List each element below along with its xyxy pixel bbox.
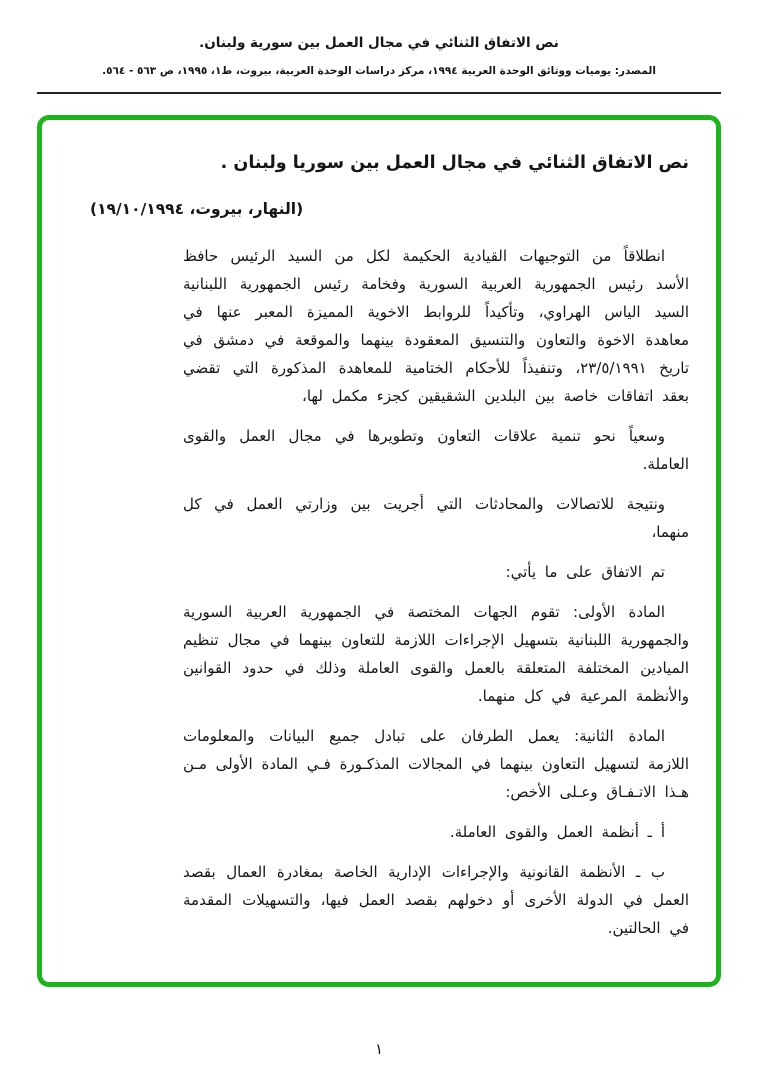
document-frame [37, 115, 721, 987]
paragraph-item-b: ب ـ الأنظمة القانونية والإجراءات الإدارية الخاصة بمغادرة العمال بقصد العمل في الدولة الأخرى أو دخولهم بقصد العمل فيها، والتسهيلات المقدمة في الحالتين. [183, 862, 689, 937]
paragraph-talks: ونتيجة للاتصالات والمحادثات التي أجريت بين وزارتي العمل في كل منهما، [183, 494, 689, 541]
paragraph-agreement-lead: تم الاتفاق على ما يأتي: [505, 562, 665, 581]
document-body [183, 242, 689, 942]
header-title: نص الاتفاق الثنائي في مجال العمل بين سورية ولبنان. [199, 35, 559, 51]
page-header [37, 34, 721, 79]
paragraph-article-1: المادة الأولى: تقوم الجهات المختصة في الجمهورية العربية السورية والجمهورية اللبنانية بتسهيل الإجراءات اللازمة للتعاون بينهما في مجال تنظيم الميادين المختلفة المتعلقة بالعمل والقوى العاملة وذلك في حدود القوانين والأنظمة المرعية في كل منهما. [183, 602, 689, 705]
paragraph-article-2: المادة الثانية: يعمل الطرفان على تبادل جميع البيانات والمعلومات اللازمة لتسهيل التعاون بينهما في المجالات المذكـورة فـي المادة الأولى مـن هـذا الاتـفـاق وعـلى الأخص: [183, 726, 689, 801]
header-source-line: المصدر: يوميات ووثائق الوحدة العربية ١٩٩٤، مركز دراسات الوحدة العربية، بيروت، ط١، ١٩٩٥، ص ٥٦٣ - ٥٦٤. [102, 64, 656, 77]
paragraph-item-a: أ ـ أنظمة العمل والقوى العاملة. [449, 822, 665, 841]
page-footer [0, 1039, 758, 1058]
page-number: ١ [374, 1040, 384, 1058]
document-title: نص الاتفاق الثنائي في مجال العمل بين سوريا ولبنان . [220, 152, 689, 173]
document-dateline: (النهار، بيروت، ١٩/١٠/١٩٩٤) [90, 199, 304, 218]
header-divider [37, 92, 721, 94]
paragraph-goal: وسعياً نحو تنمية علاقات التعاون وتطويرها في مجال العمل والقوى العاملة. [183, 426, 689, 473]
paragraph-preamble: انطلاقاً من التوجيهات القيادية الحكيمة لكل من السيد الرئيس حافظ الأسد رئيس الجمهورية العربية السورية وفخامة رئيس الجمهورية اللبنانية السيد الياس الهراوي، وتأكيداً للروابط الاخوية المميزة المعبر عنها في معاهدة الاخوة والتعاون والتنسيق المعقودة بينهما والموقعة في دمشق في تاريخ ٢٣/٥/١٩٩١، وتنفيذاً للأحكام الختامية للمعاهدة المذكورة التي تقضي بعقد اتفاقات خاصة بين البلدين الشقيقين كجزء مكمل لها، [183, 246, 689, 405]
